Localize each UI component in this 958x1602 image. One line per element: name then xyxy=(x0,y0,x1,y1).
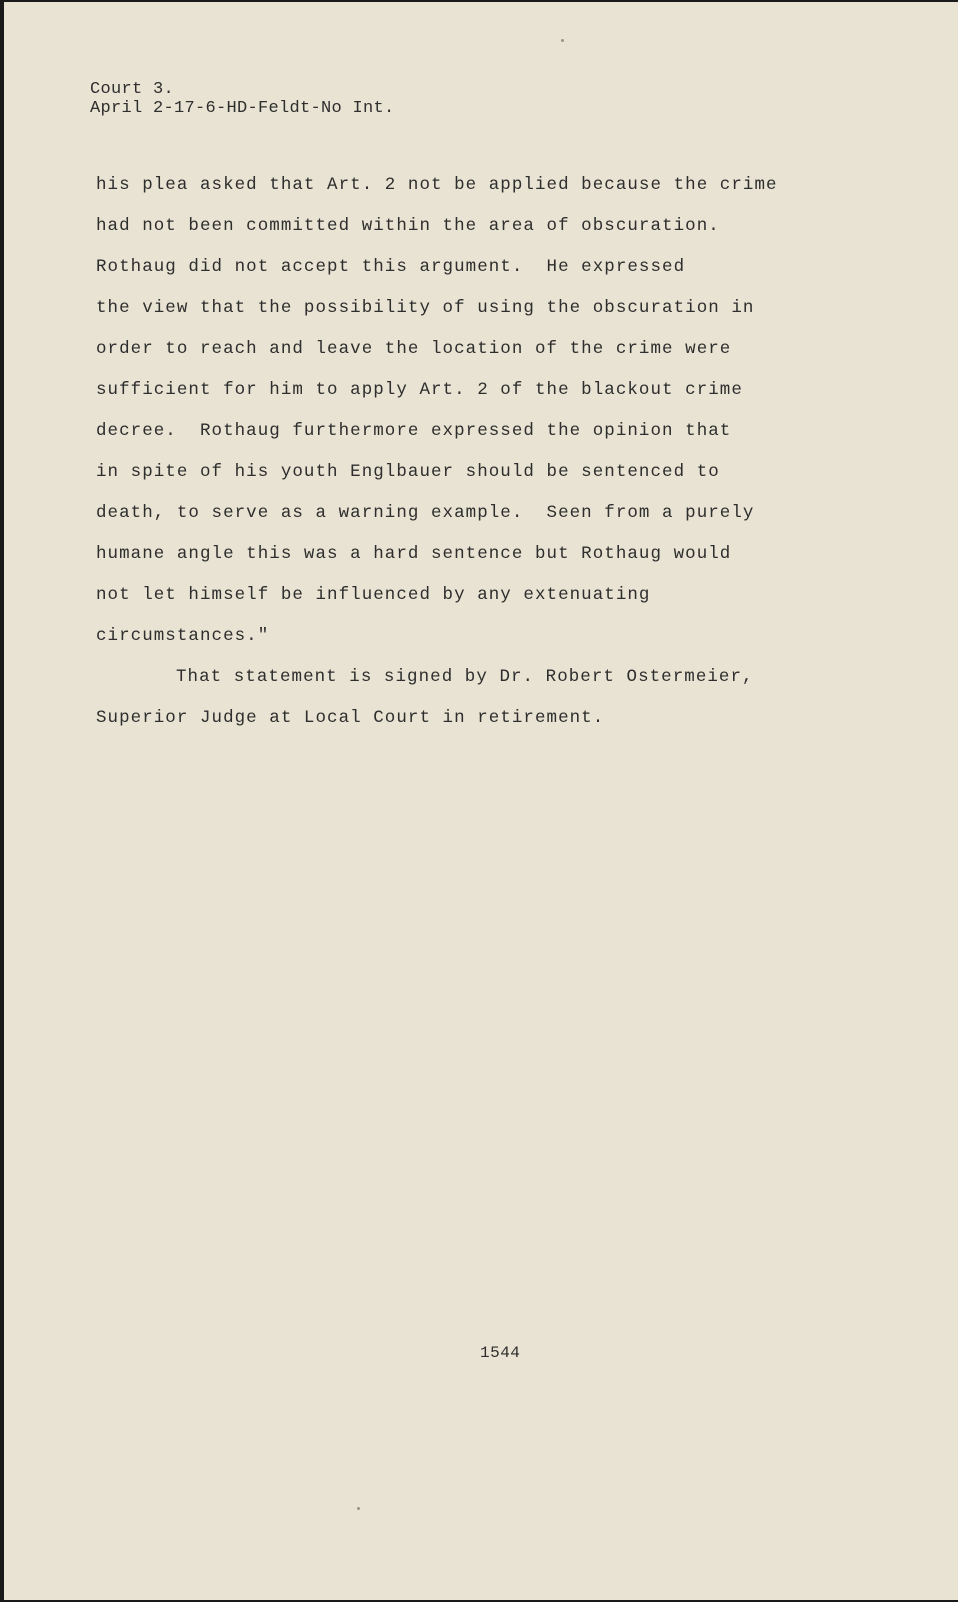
body-line: sufficient for him to apply Art. 2 of the blackout crime xyxy=(96,380,743,400)
session-reference: April 2-17-6-HD-Feldt-No Int. xyxy=(90,99,395,118)
court-label: Court 3. xyxy=(90,80,175,99)
paper-speck xyxy=(357,1507,360,1510)
document-body xyxy=(96,165,896,739)
paragraph-line: That statement is signed by Dr. Robert Ostermeier, xyxy=(176,667,754,687)
document-page xyxy=(4,2,958,1600)
body-line: had not been committed within the area of obscuration. xyxy=(96,216,720,236)
body-line: Rothaug did not accept this argument. He expressed xyxy=(96,257,686,277)
body-line: not let himself be influenced by any extenuating xyxy=(96,585,651,605)
body-line: circumstances." xyxy=(96,626,270,646)
paper-speck xyxy=(561,39,564,42)
paragraph-line: Superior Judge at Local Court in retirement. xyxy=(96,708,605,728)
body-line: his plea asked that Art. 2 not be applied because the crime xyxy=(96,175,778,195)
body-line: the view that the possibility of using the obscuration in xyxy=(96,298,755,318)
body-line: death, to serve as a warning example. Seen from a purely xyxy=(96,503,755,523)
body-line: decree. Rothaug furthermore expressed the opinion that xyxy=(96,421,732,441)
body-line: in spite of his youth Englbauer should be sentenced to xyxy=(96,462,720,482)
body-line: order to reach and leave the location of the crime were xyxy=(96,339,732,359)
page-number: 1544 xyxy=(480,1344,521,1362)
body-line: humane angle this was a hard sentence but Rothaug would xyxy=(96,544,732,564)
document-header xyxy=(90,80,395,118)
